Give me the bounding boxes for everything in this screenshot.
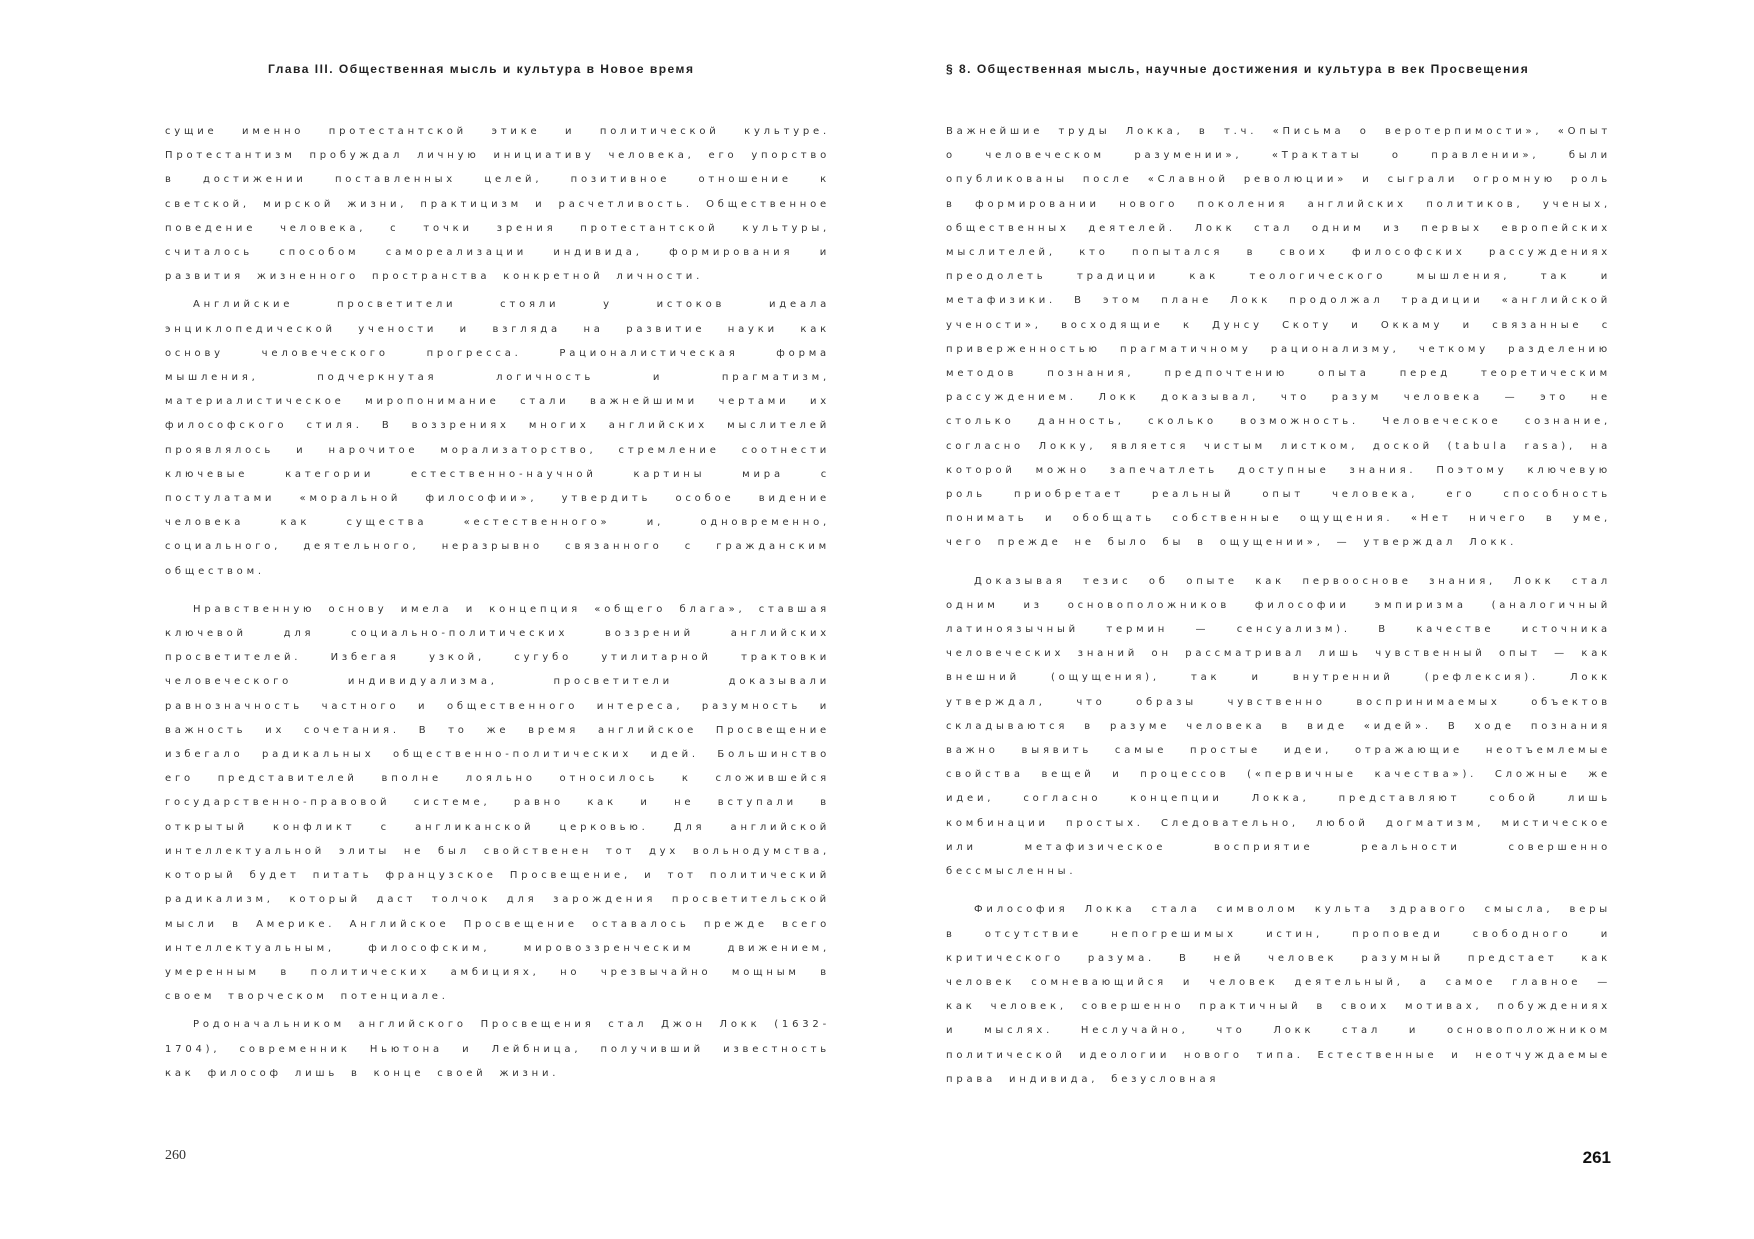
right-page [946, 0, 1611, 1239]
left-paragraph-1: сущие именно протестантской этике и политической культуре. Протестантизм пробуждал личную инициативу человека, его упорство в достижении поставленных целей, позитивное отношение к светской, мирской жизни, практицизм и расчетливость. Общественное поведение человека, с точки зрения протестантской культуры, считалось способом самореализации индивида, формирования и развития жизненного пространства конкретной личности. [165, 126, 830, 283]
left-paragraph-4: Родоначальником английского Просвещения стал Джон Локк (1632-1704), современник Ньютона и Лейбница, получивший известность как философ лишь в конце своей жизни. [165, 1019, 830, 1079]
right-paragraph-2: Доказывая тезис об опыте как первооснове знания, Локк стал одним из основоположников философии эмпиризма (аналогичный латиноязычный термин — сенсуализм). В качестве источника человеческих знаний он рассматривал лишь чувственный опыт — как внешний (ощущения), так и внутренний (рефлексия). Локк утверждал, что образы чувственно воспринимаемых объектов складываются в разуме человека в виде «идей». В ходе познания важно выявить самые простые идеи, отражающие неотъемлемые свойства вещей и процессов («первичные качества»). Сложные же идеи, согласно концепции Локка, представляют собой лишь комбинации простых. Следовательно, любой догматизм, мистическое или метафизическое восприятие реальности совершенно бессмысленны. [946, 575, 1611, 878]
right-paragraph-1: Важнейшие труды Локка, в т.ч. «Письма о веротерпимости», «Опыт о человеческом разумении», «Трактаты о правлении», были опубликованы после «Славной революции» и сыграли огромную роль в формировании нового поколения английских политиков, ученых, общественных деятелей. Локк стал одним из первых европейских мыслителей, кто попытался в своих философских рассуждениях преодолеть традиции как теологического мышления, так и метафизики. В этом плане Локк продолжал традиции «английской учености», восходящие к Дунсу Скоту и Оккаму и связанные с приверженностью прагматичному рационализму, четкому разделению методов познания, предпочтению опыта перед теоретическим рассуждением. Локк доказывал, что разум человека — это не столько данность, сколько возможность. Человеческое сознание, согласно Локку, является чистым листком, доской (tabula rasa), на которой можно запечатлеть доступные знания. Поэтому ключевую роль приобретает реальный опыт человека, его способность понимать и обобщать собственные ощущения. «Нет ничего в уме, чего прежде не было бы в ощущении», — утверждал Локк. [946, 126, 1611, 549]
right-running-head: § 8. Общественная мысль, научные достижения и культура в век Просвещения [946, 62, 1530, 76]
left-paragraph-2: Английские просветители стояли у истоков идеала энциклопедической учености и взгляда на развитие науки как основу человеческого прогресса. Рационалистическая форма мышления, подчеркнутая логичность и прагматизм, материалистическое миропонимание стали важнейшими чертами их философского стиля. В воззрениях многих английских мыслителей проявлялось и нарочитое морализаторство, стремление соотнести ключевые категории естественно-научной картины мира с постулатами «моральной философии», утвердить особое видение человека как существа «естественного» и, одновременно, социального, деятельного, неразрывно связанного с гражданским обществом. [165, 299, 830, 577]
left-paragraph-3: Нравственную основу имела и концепция «общего блага», ставшая ключевой для социально-политических воззрений английских просветителей. Избегая узкой, сугубо утилитарной трактовки человеческого индивидуализма, просветители доказывали равнозначность частного и общественного интереса, разумность и важность их сочетания. В то же время английское Просвещение избегало радикальных общественно-политических идей. Большинство его представителей вполне лояльно относилось к сложившейся государственно-правовой системе, равно как и не вступали в открытый конфликт с англиканской церковью. Для английской интеллектуальной элиты не был свойственен тот дух вольнодумства, который будет питать французское Просвещение, и тот политический радикализм, который даст толчок для зарождения просветительской мысли в Америке. Английское Просвещение оставалось прежде всего интеллектуальным, философским, мировоззренческим движением, умеренным в политических амбициях, но чрезвычайно мощным в своем творческом потенциале. [165, 603, 830, 1003]
left-text-body [165, 120, 830, 1090]
right-page-number: 261 [1582, 1148, 1611, 1167]
right-text-body [946, 120, 1611, 1096]
left-page [165, 0, 830, 1239]
left-page-number: 260 [165, 1148, 186, 1163]
right-paragraph-3: Философия Локка стала символом культа здравого смысла, веры в отсутствие непогрешимых истин, проповеди свободного и критического разума. В ней человек разумный предстает как человек сомневающийся и человек деятельный, а самое главное — как человек, совершенно практичный в своих мотивах, побуждениях и мыслях. Неслучайно, что Локк стал и основоположником политической идеологии нового типа. Естественные и неотчуждаемые права индивида, безусловная [946, 904, 1611, 1085]
left-running-head: Глава III. Общественная мысль и культура в Новое время [268, 62, 695, 76]
